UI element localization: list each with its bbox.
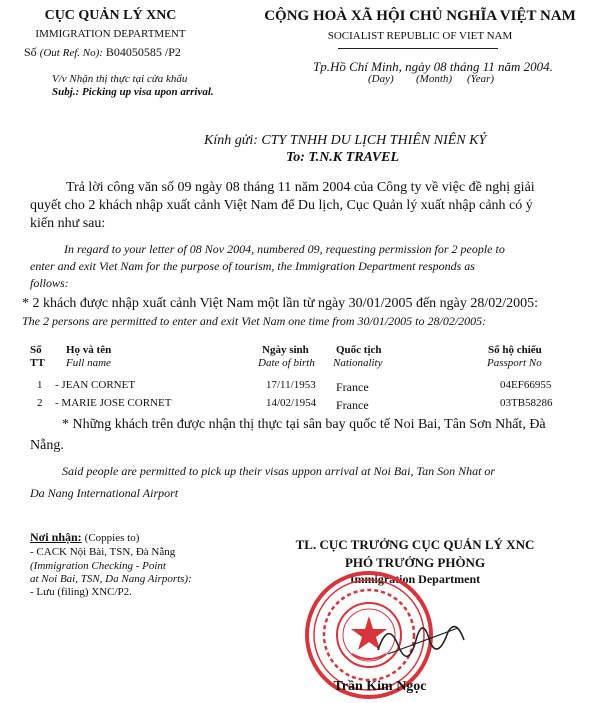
table-row-1-name: - JEAN CORNET — [55, 379, 136, 391]
col-header-passport-vn: Số hộ chiếu — [488, 344, 542, 356]
body-vn-line-3: kiến như sau: — [30, 216, 106, 231]
addressee-vn: Kính gửi: CTY TNHH DU LỊCH THIÊN NIÊN KỶ — [204, 133, 487, 148]
table-row-1-no: 1 — [37, 379, 43, 391]
date-label-year: (Year) — [467, 73, 495, 85]
col-header-passport-en: Passport No — [487, 357, 542, 369]
header-divider — [338, 48, 498, 49]
col-header-no-vn: Số — [30, 344, 42, 356]
signatory-name: Trần Kim Ngọc — [333, 679, 427, 694]
agency-name-en: IMMIGRATION DEPARTMENT — [35, 28, 186, 40]
date-label-month: (Month) — [416, 73, 453, 85]
reference-number: B04050585 /P2 — [105, 45, 181, 59]
table-row-1-nationality: France — [336, 380, 369, 394]
subject-vn: V/v Nhận thị thực tại cửa khẩu — [52, 73, 188, 85]
subject-en: Subj.: Picking up visa upon arrival. — [52, 86, 214, 98]
pickup-en-line-1: Said people are permitted to pick up their visas uppon arrival at Noi Bai, Tan Son Nhat or — [62, 464, 496, 478]
republic-name-en: SOCIALIST REPUBLIC OF VIET NAM — [327, 30, 513, 42]
col-header-nationality-vn: Quốc tịch — [336, 344, 382, 356]
reference-line — [24, 45, 181, 60]
signature-title-3: Immigration Department — [349, 572, 481, 586]
signature-title-2: PHÓ TRƯỞNG PHÒNG — [344, 555, 486, 570]
table-row-1-dob: 17/11/1953 — [266, 379, 316, 391]
body-vn-line-2: quyết cho 2 khách nhập xuất cảnh Việt Nam để Du lịch, Cục Quản lý xuất nhập cảnh có ý — [30, 198, 533, 213]
col-header-dob-en: Date of birth — [258, 357, 315, 369]
date-line: Tp.Hồ Chí Minh, ngày 08 tháng 11 năm 2004. — [313, 59, 553, 74]
col-header-name-en: Full name — [66, 357, 111, 369]
body-en-line-2: enter and exit Viet Nam for the purpose of tourism, the Immigration Department responds as — [30, 259, 475, 273]
table-row-1-passport: 04EF66955 — [500, 379, 552, 391]
pickup-vn-line-2: Nẵng. — [30, 438, 64, 453]
body-en-line-1: In regard to your letter of 08 Nov 2004, numbered 09, requesting permission for 2 people to — [64, 242, 505, 256]
col-header-dob-vn: Ngày sinh — [262, 344, 309, 356]
col-header-no-en: TT — [30, 357, 45, 369]
table-row-2-name: - MARIE JOSE CORNET — [55, 397, 172, 409]
recipients-title: Nơi nhận: — [30, 530, 82, 544]
table-row-2-passport: 03TB58286 — [500, 397, 553, 409]
signature-title-1: TL. CỤC TRƯỞNG CỤC QUẢN LÝ XNC — [295, 537, 535, 552]
recipient-line-1: - CACK Nội Bài, TSN, Đà Nẵng — [30, 546, 176, 558]
recipient-line-2: (Immigration Checking - Point — [30, 560, 166, 572]
body-vn-line-1: Trả lời công văn số 09 ngày 08 tháng 11 năm 2004 của Công ty về việc đề nghị giải — [66, 180, 535, 195]
pickup-en-line-2: Da Nang International Airport — [30, 486, 179, 500]
addressee-en: To: T.N.K TRAVEL — [286, 150, 400, 165]
permit-en: The 2 persons are permitted to enter and exit Viet Nam one time from 30/01/2005 to 28/02/2005: — [22, 314, 487, 328]
agency-name-vn: CỤC QUẢN LÝ XNC — [44, 8, 177, 23]
table-row-1-name-text: JEAN CORNET — [61, 379, 136, 391]
table-row-2-no: 2 — [37, 397, 43, 409]
signature-icon — [368, 610, 478, 670]
reference-label-en: (Out Ref. No): — [39, 47, 103, 59]
date-label-day: (Day) — [368, 73, 394, 85]
table-row-2-dob: 14/02/1954 — [266, 397, 317, 409]
recipient-line-4: - Lưu (filing) XNC/P2. — [30, 586, 132, 598]
permit-vn: * 2 khách được nhập xuất cảnh Việt Nam một lần từ ngày 30/01/2005 đến ngày 28/02/2005: — [22, 296, 539, 311]
col-header-nationality-en: Nationality — [333, 357, 383, 369]
reference-label: Số — [24, 45, 37, 59]
republic-name-vn: CỘNG HOÀ XÃ HỘI CHỦ NGHĨA VIỆT NAM — [264, 8, 576, 24]
recipients-title-en: (Coppies to) — [84, 532, 140, 544]
pickup-vn-line-1: * Những khách trên được nhận thị thực tại sân bay quốc tế Noi Bai, Tân Sơn Nhất, Đà — [62, 417, 546, 432]
body-en-line-3: follows: — [30, 276, 69, 290]
col-header-name-vn: Họ và tên — [66, 344, 112, 356]
recipients-title-line — [30, 530, 139, 545]
table-row-2-nationality: France — [336, 398, 369, 412]
recipient-line-3: at Noi Bai, TSN, Da Nang Airports): — [30, 573, 192, 585]
table-row-2-name-text: MARIE JOSE CORNET — [61, 397, 172, 409]
